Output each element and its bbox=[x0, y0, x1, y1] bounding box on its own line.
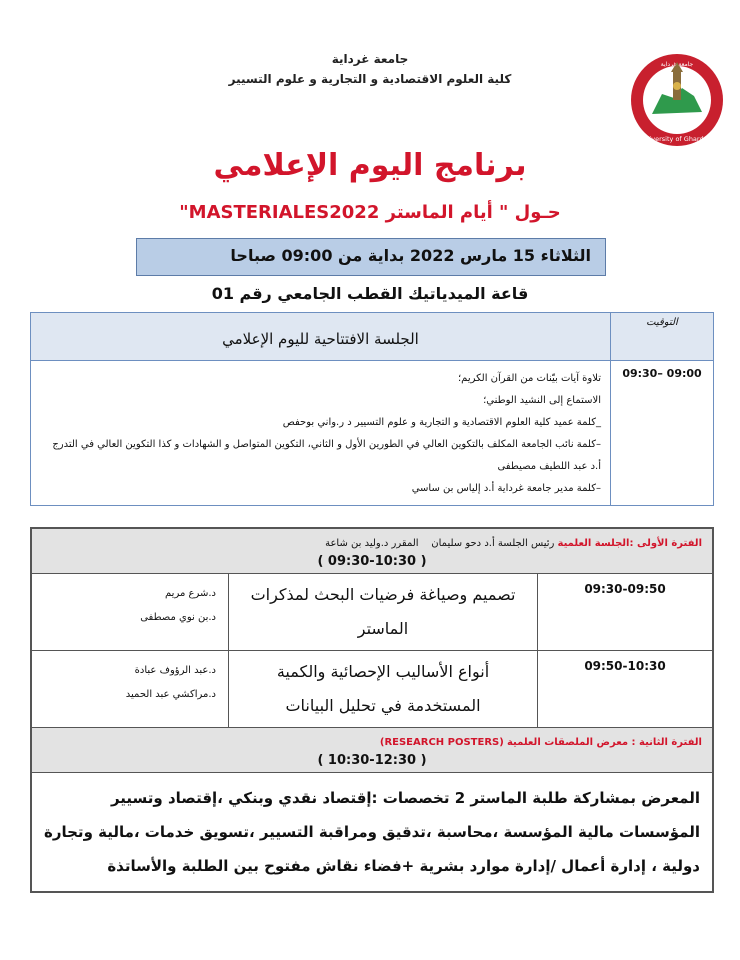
logo-text-ar: جامعة غرداية bbox=[660, 61, 694, 68]
period1-chair: رئيس الجلسة أ.د دحو سليمان bbox=[431, 538, 555, 549]
speaker-name: د.عبد الرؤوف عبادة bbox=[134, 665, 216, 676]
list-item: _كلمة عميد كلية العلوم الاقتصادية و التجارية و علوم التسيير د ر.واني بوحفص bbox=[282, 417, 601, 428]
hall-name: قاعة الميدياتيك القطب الجامعي رقم 01 bbox=[211, 284, 529, 303]
period2-header-row bbox=[31, 728, 713, 773]
table-row bbox=[31, 574, 713, 651]
opening-items-list bbox=[32, 362, 609, 504]
talk-topic: أنواع الأساليب الإحصائية والكمية المستخدمة في تحليل البيانات bbox=[229, 651, 538, 728]
speakers-cell bbox=[31, 574, 229, 651]
speaker-name: د.بن نوي مصطفى bbox=[140, 612, 216, 623]
speaker-name: د.مراكشي عبد الحميد bbox=[125, 689, 216, 700]
list-item: –كلمة نائب الجامعة المكلف بالتكوين العالي في الطورين الأول و الثاني، التكوين المتواصل و الشهادات و كذا التكوين العالي في التدرج أ.د عبد اللطيف مصيطفى bbox=[52, 439, 601, 472]
period1-reporter: المقرر د.وليد بن شاعة bbox=[325, 538, 419, 549]
table-row bbox=[31, 651, 713, 728]
list-item: الاستماع إلى النشيد الوطني؛ bbox=[483, 395, 601, 406]
list-item: –كلمة مدير جامعة غرداية أ.د إلياس بن ساسي bbox=[411, 483, 601, 494]
period1-header bbox=[31, 528, 713, 574]
opening-items-cell bbox=[31, 361, 611, 506]
speaker-name: د.شرع مريم bbox=[165, 588, 216, 599]
table-row bbox=[31, 773, 713, 893]
period2-label: الفترة الثانية : معرض الملصقات العلمية bbox=[506, 737, 702, 748]
opening-body-row bbox=[31, 361, 714, 506]
faculty-name: كلية العلوم الاقتصادية و التجارية و علوم التسيير bbox=[228, 72, 512, 86]
list-item: تلاوة آيات بيّنات من القرآن الكريم؛ bbox=[458, 373, 601, 384]
date-line: الثلاثاء 15 مارس 2022 بداية من 09:00 صباحا bbox=[230, 246, 591, 265]
opening-session-title: الجلسة الافتتاحية لليوم الإعلامي bbox=[31, 313, 611, 361]
subtitle: حـول " أيام الماستر MASTERIALES2022" bbox=[179, 202, 561, 223]
date-box bbox=[136, 238, 606, 276]
opening-header-row bbox=[31, 313, 714, 361]
slot-time: 09:30-09:50 bbox=[538, 574, 714, 651]
period1-label: الفترة الأولى :الجلسة العلمية bbox=[557, 538, 702, 549]
opening-time: 09:00 –09:30 bbox=[611, 361, 714, 506]
talk-topic: تصميم وصياغة فرضيات البحث لمذكرات الماستر bbox=[229, 574, 538, 651]
exhibition-description: المعرض بمشاركة طلبة الماستر 2 تخصصات :إقتصاد نقدي وبنكي ،إقتصاد وتسيير المؤسسات مالية المؤسسة ،محاسبة ،تدقيق ومراقبة التسيير ،تسويق خدمات ،مالية وتجارة دولية ، إدارة أعمال /إدارة موارد بشرية +فضاء نقاش مفتوح بين الطلبة والأساتذة bbox=[31, 773, 713, 893]
time-header: التوقيت bbox=[611, 313, 714, 361]
logo-text: University of Ghardaia bbox=[640, 135, 714, 143]
speakers-cell bbox=[31, 651, 229, 728]
university-logo bbox=[622, 52, 732, 148]
program-table bbox=[30, 527, 714, 893]
opening-session-table bbox=[30, 312, 714, 506]
period1-time-range: ( 09:30-10:30 ) bbox=[317, 554, 427, 569]
period1-header-row bbox=[31, 528, 713, 574]
period2-time-range: ( 10:30-12:30 ) bbox=[317, 753, 427, 768]
university-name: جامعة غرداية bbox=[331, 52, 409, 66]
period2-header bbox=[31, 728, 713, 773]
slot-time: 09:50-10:30 bbox=[538, 651, 714, 728]
page-title: برنامج اليوم الإعلامي bbox=[213, 148, 527, 183]
period2-label-en: (RESEARCH POSTERS) bbox=[379, 737, 504, 748]
